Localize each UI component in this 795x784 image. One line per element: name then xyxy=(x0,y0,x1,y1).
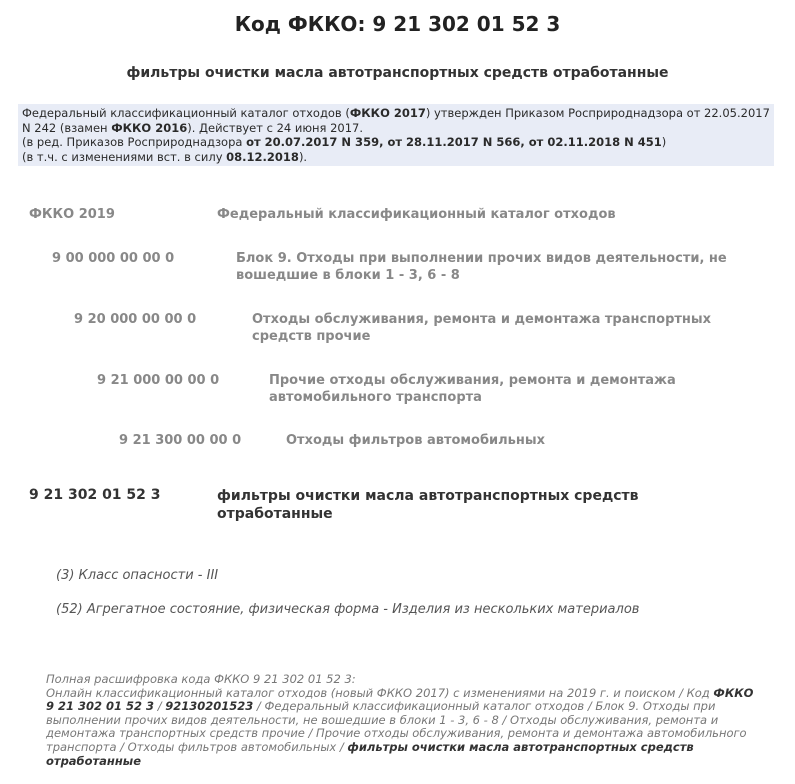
footer-line: 9 21 302 01 52 3 / 92130201523 / Федеральный классификационный каталог отходов / Блок 9. Отходы при xyxy=(46,699,716,714)
info-line-1: Федеральный классификационный каталог отходов (ФККО 2017) утвержден Приказом Росприроднадзора от 22.05.2017 xyxy=(22,106,770,120)
main-item-desc: фильтры очистки масла автотранспортных средств отработанные xyxy=(217,488,639,522)
hierarchy-row-block xyxy=(0,250,795,286)
hierarchy-code[interactable]: ФККО 2019 xyxy=(29,207,115,222)
footer-line: транспорта / Отходы фильтров автомобильных / фильтры очистки масла автотранспортных средств xyxy=(46,739,694,754)
footer-line: отработанные xyxy=(46,753,142,768)
hierarchy-row-type xyxy=(0,311,795,347)
full-code-breakdown xyxy=(46,673,766,768)
footer-line: выполнении прочих видов деятельности, не вошедшие в блоки 1 - 3, 6 - 8 / Отходы обслуживания, ремонта и xyxy=(46,712,719,727)
hierarchy-code[interactable]: 9 21 300 00 00 0 xyxy=(119,433,242,448)
info-line-2: N 242 (взамен ФККО 2016). Действует с 24 июня 2017. xyxy=(22,120,364,135)
footer-line: Онлайн классификационный каталог отходов (новый ФККО 2017) с изменениями на 2019 г. и поиском / Код ФККО xyxy=(46,685,754,700)
hierarchy-code[interactable]: 9 20 000 00 00 0 xyxy=(74,312,197,327)
hierarchy-code[interactable]: 9 21 000 00 00 0 xyxy=(97,373,220,388)
hierarchy-desc[interactable]: Блок 9. Отходы при выполнении прочих видов деятельности, не вошедшие в блоки 1 - 3, 6 - 8 xyxy=(236,251,727,283)
aggregate-state: (52) Агрегатное состояние, физическая форма - Изделия из нескольких материалов xyxy=(56,602,640,617)
hierarchy-desc[interactable]: Отходы обслуживания, ремонта и демонтажа транспортных средств прочие xyxy=(252,312,712,344)
hierarchy-row-group xyxy=(0,372,795,408)
hazard-class: (3) Класс опасности - III xyxy=(56,568,219,583)
hierarchy-code[interactable]: 9 00 000 00 00 0 xyxy=(52,251,175,266)
hierarchy-desc: Федеральный классификационный каталог отходов xyxy=(217,207,616,222)
footer-line: демонтажа транспортных средств прочие / Прочие отходы обслуживания, ремонта и демонтажа автомобильного xyxy=(46,726,747,741)
main-item-row xyxy=(0,487,795,527)
page-subtitle: фильтры очистки масла автотранспортных средств отработанные xyxy=(126,65,669,81)
hierarchy-desc[interactable]: Отходы фильтров автомобильных xyxy=(286,433,546,448)
main-item-code: 9 21 302 01 52 3 xyxy=(29,487,161,503)
page-title: Код ФККО: 9 21 302 01 52 3 xyxy=(234,12,561,36)
catalog-info-box xyxy=(18,104,774,166)
footer-line: Полная расшифровка кода ФККО 9 21 302 01 52 3: xyxy=(46,672,356,686)
info-line-3: (в ред. Приказов Росприроднадзора от 20.07.2017 N 359, от 28.11.2017 N 566, от 02.11.2018 N 451) xyxy=(22,135,667,149)
info-line-4: (в т.ч. с изменениями вст. в силу 08.12.2018). xyxy=(22,149,308,164)
hierarchy-desc[interactable]: Прочие отходы обслуживания, ремонта и демонтажа автомобильного транспорта xyxy=(269,373,676,405)
